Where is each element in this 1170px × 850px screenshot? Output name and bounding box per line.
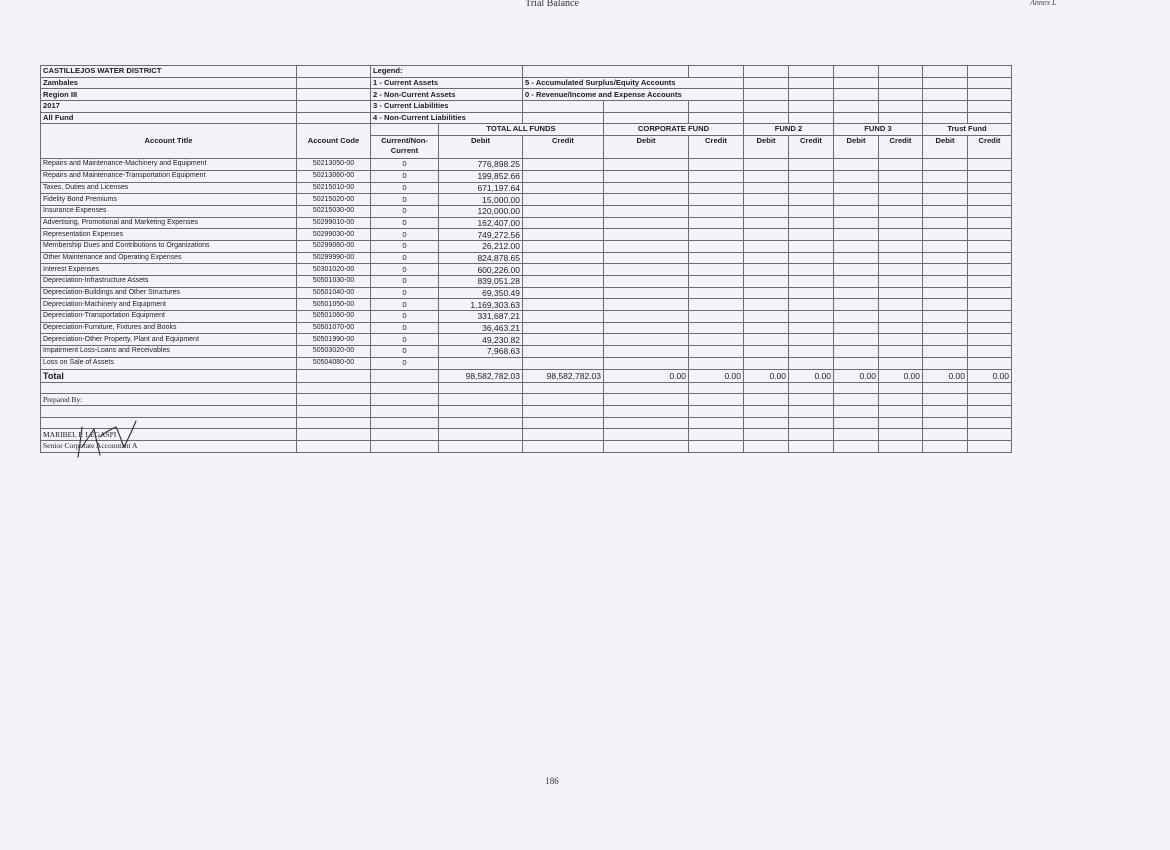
region: Region III (41, 89, 297, 101)
account-code: 50215010-00 (297, 182, 371, 194)
debit-value: 69,350.49 (439, 287, 523, 299)
account-code: 50501040-00 (297, 287, 371, 299)
fund-group-header: CORPORATE FUND (604, 124, 744, 136)
current-noncurrent: 0 (371, 205, 439, 217)
account-title: Depreciation-Infrastructure Assets (41, 276, 297, 288)
account-title: Depreciation-Transportation Equipment (41, 311, 297, 323)
debit-value: 199,852.66 (439, 170, 523, 182)
account-title: Depreciation-Furniture, Fixtures and Books (41, 322, 297, 334)
table-row (41, 252, 1012, 264)
table-row (41, 357, 1012, 369)
account-title: Impairment Loss-Loans and Receivables (41, 346, 297, 358)
account-code: 50299990-00 (297, 252, 371, 264)
account-code: 50501030-00 (297, 276, 371, 288)
table-row (41, 346, 1012, 358)
current-noncurrent: 0 (371, 229, 439, 241)
account-title: Interest Expenses (41, 264, 297, 276)
total-label: Total (41, 369, 297, 382)
table-row (41, 170, 1012, 182)
fund-group-header: FUND 3 (834, 124, 923, 136)
legend-item: 0 - Revenue/Income and Expense Accounts (523, 89, 744, 101)
legend-title: Legend: (371, 66, 523, 78)
current-noncurrent: 0 (371, 299, 439, 311)
debit-value: 839,051.28 (439, 276, 523, 288)
debit-value: 824,878.65 (439, 252, 523, 264)
current-noncurrent: 0 (371, 264, 439, 276)
current-noncurrent: 0 (371, 346, 439, 358)
table-row (41, 287, 1012, 299)
credit-header: Credit (523, 136, 604, 159)
debit-header: Debit (923, 136, 968, 159)
current-noncurrent-header: Current/Non-Current (371, 136, 439, 159)
total-value: 0.00 (968, 369, 1012, 382)
account-title: Repairs and Maintenance-Transportation Equipment (41, 170, 297, 182)
account-title: Depreciation-Other Property, Plant and Equipment (41, 334, 297, 346)
account-code: 50213060-00 (297, 170, 371, 182)
account-code: 50299010-00 (297, 217, 371, 229)
legend-item: 3 - Current Liabilities (371, 101, 523, 113)
table-row (41, 205, 1012, 217)
debit-header: Debit (604, 136, 689, 159)
account-code: 50503020-00 (297, 346, 371, 358)
fund-group-header: TOTAL ALL FUNDS (439, 124, 604, 136)
debit-value: 331,687.21 (439, 311, 523, 323)
current-noncurrent: 0 (371, 311, 439, 323)
total-value: 0.00 (744, 369, 789, 382)
account-title: Depreciation-Buildings and Other Structures (41, 287, 297, 299)
table-row (41, 194, 1012, 206)
entity-name: CASTILLEJOS WATER DISTRICT (41, 66, 297, 78)
account-title: Membership Dues and Contributions to Organizations (41, 240, 297, 252)
debit-value: 162,407.00 (439, 217, 523, 229)
annex-label: Annex L (1030, 0, 1057, 7)
account-title: Taxes, Duties and Licenses (41, 182, 297, 194)
table-row (41, 276, 1012, 288)
debit-header: Debit (834, 136, 879, 159)
signature-mark (72, 417, 142, 461)
account-code: 50504080-00 (297, 357, 371, 369)
account-code: 50301020-00 (297, 264, 371, 276)
current-noncurrent: 0 (371, 252, 439, 264)
table-row (41, 322, 1012, 334)
account-code: 50501070-00 (297, 322, 371, 334)
fund-group-header: Trust Fund (923, 124, 1012, 136)
footer-block (41, 369, 1012, 452)
legend-item: 2 - Non-Current Assets (371, 89, 523, 101)
account-title: Repairs and Maintenance-Machinery and Equipment (41, 159, 297, 171)
debit-header: Debit (744, 136, 789, 159)
year: 2017 (41, 101, 297, 113)
current-noncurrent: 0 (371, 334, 439, 346)
account-code: 50215020-00 (297, 194, 371, 206)
total-value: 0.00 (923, 369, 968, 382)
current-noncurrent: 0 (371, 159, 439, 171)
account-title: Fidelity Bond Premiums (41, 194, 297, 206)
current-noncurrent: 0 (371, 217, 439, 229)
fund-group-header: FUND 2 (744, 124, 834, 136)
debit-value: 1,169,303.63 (439, 299, 523, 311)
page-number: 186 (545, 776, 559, 786)
account-title: Advertising, Promotional and Marketing Expenses (41, 217, 297, 229)
preparer-name: MARIBEL P. LEGASPI (41, 429, 297, 441)
total-value: 0.00 (689, 369, 744, 382)
credit-header: Credit (968, 136, 1012, 159)
table-row (41, 299, 1012, 311)
account-title: Loss on Sale of Assets (41, 357, 297, 369)
account-code: 50501050-00 (297, 299, 371, 311)
debit-value: 36,463.21 (439, 322, 523, 334)
account-code: 50213050-00 (297, 159, 371, 171)
account-title: Other Maintenance and Operating Expenses (41, 252, 297, 264)
debit-value: 120,000.00 (439, 205, 523, 217)
legend-item: 5 - Accumulated Surplus/Equity Accounts (523, 77, 744, 89)
account-title: Insurance Expenses (41, 205, 297, 217)
account-title: Representation Expenses (41, 229, 297, 241)
account-code: 50501990-00 (297, 334, 371, 346)
total-value: 0.00 (834, 369, 879, 382)
debit-header: Debit (439, 136, 523, 159)
debit-value (439, 357, 523, 369)
account-code-header: Account Code (297, 124, 371, 159)
current-noncurrent: 0 (371, 276, 439, 288)
debit-value: 15,000.00 (439, 194, 523, 206)
current-noncurrent: 0 (371, 322, 439, 334)
debit-value: 749,272.56 (439, 229, 523, 241)
table-row (41, 264, 1012, 276)
current-noncurrent: 0 (371, 240, 439, 252)
total-value: 0.00 (604, 369, 689, 382)
account-code: 50215030-00 (297, 205, 371, 217)
debit-value: 49,230.82 (439, 334, 523, 346)
credit-header: Credit (689, 136, 744, 159)
prepared-by-label: Prepared By: (41, 394, 297, 406)
preparer-position: Senior Corporate Accountant A (41, 440, 297, 452)
header-info-block (41, 66, 1012, 124)
current-noncurrent: 0 (371, 287, 439, 299)
account-code: 50299060-00 (297, 240, 371, 252)
account-rows (41, 159, 1012, 369)
legend-item: 1 - Current Assets (371, 77, 523, 89)
legend-item: 4 - Non-Current Liabilities (371, 112, 523, 124)
account-title-header: Account Title (41, 124, 297, 159)
total-value: 0.00 (879, 369, 923, 382)
account-code: 50299030-00 (297, 229, 371, 241)
debit-value: 776,898.25 (439, 159, 523, 171)
credit-header: Credit (879, 136, 923, 159)
credit-header: Credit (789, 136, 834, 159)
total-row (41, 369, 1012, 382)
current-noncurrent: 0 (371, 182, 439, 194)
account-code: 50501060-00 (297, 311, 371, 323)
column-header-block (41, 124, 1012, 159)
current-noncurrent: 0 (371, 170, 439, 182)
account-title: Depreciation-Machinery and Equipment (41, 299, 297, 311)
table-row (41, 334, 1012, 346)
fund-scope: All Fund (41, 112, 297, 124)
debit-value: 26,212.00 (439, 240, 523, 252)
trial-balance-table (40, 65, 1012, 453)
table-row (41, 159, 1012, 171)
current-noncurrent: 0 (371, 194, 439, 206)
total-value: 98,582,782.03 (439, 369, 523, 382)
table-row (41, 311, 1012, 323)
current-noncurrent: 0 (371, 357, 439, 369)
table-row (41, 229, 1012, 241)
total-value: 98,582,782.03 (523, 369, 604, 382)
province: Zambales (41, 77, 297, 89)
total-value: 0.00 (789, 369, 834, 382)
table-row (41, 217, 1012, 229)
table-row (41, 240, 1012, 252)
debit-value: 671,197.64 (439, 182, 523, 194)
debit-value: 600,226.00 (439, 264, 523, 276)
page-title: Trial Balance (525, 0, 579, 9)
debit-value: 7,968.63 (439, 346, 523, 358)
table-row (41, 182, 1012, 194)
